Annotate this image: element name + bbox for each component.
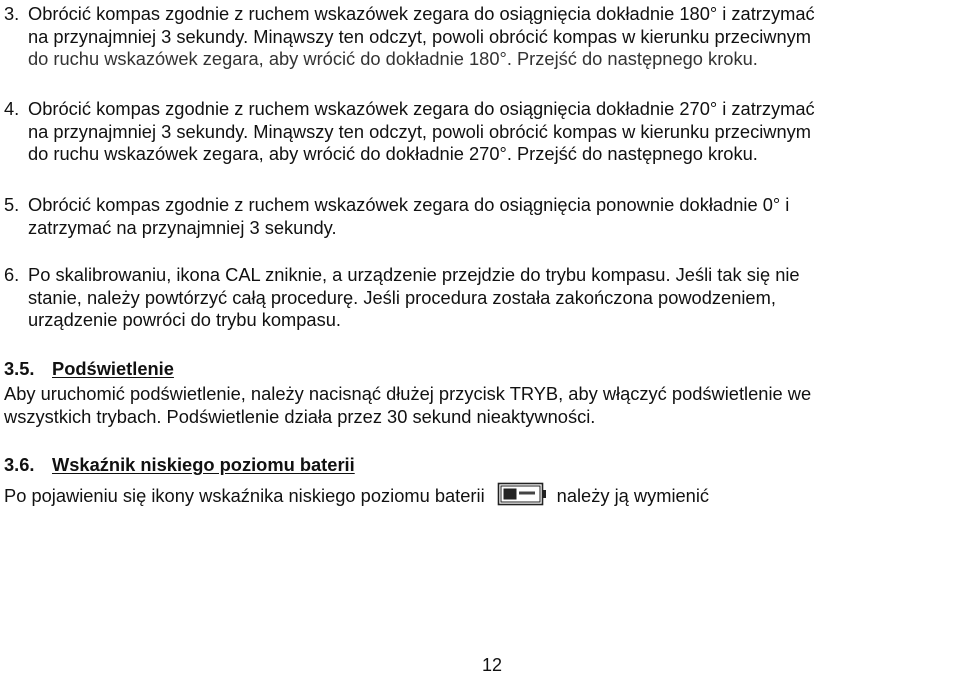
step-line: Obrócić kompas zgodnie z ruchem wskazówek zegara do osiągnięcia ponownie dokładnie 0° i	[28, 194, 790, 215]
low-battery-icon	[497, 482, 547, 514]
paragraph-line: Aby uruchomić podświetlenie, należy nacisnąć dłużej przycisk TRYB, aby włączyć podświetlenie we	[4, 383, 812, 404]
step-line: Obrócić kompas zgodnie z ruchem wskazówek zegara do osiągnięcia dokładnie 180° i zatrzymać	[28, 3, 815, 24]
step-3	[4, 3, 954, 71]
step-line: stanie, należy powtórzyć całą procedurę. Jeśli procedura została zakończona powodzeniem,	[28, 286, 776, 308]
step-line: na przynajmniej 3 sekundy. Minąwszy ten odczyt, powoli obrócić kompas w kierunku przeciwnym	[28, 25, 812, 47]
step-line: Obrócić kompas zgodnie z ruchem wskazówek zegara do osiągnięcia dokładnie 270° i zatrzymać	[28, 98, 815, 119]
section-heading-battery	[4, 454, 355, 477]
battery-paragraph	[4, 482, 709, 512]
step-line: do ruchu wskazówek zegara, aby wrócić do dokładnie 180°. Przejść do następnego kroku.	[28, 48, 758, 69]
step-line: Po skalibrowaniu, ikona CAL zniknie, a urządzenie przejdzie do trybu kompasu. Jeśli tak się nie	[28, 264, 800, 285]
backlight-paragraph	[4, 383, 956, 428]
step-line: zatrzymać na przynajmniej 3 sekundy.	[28, 216, 337, 238]
section-title: Podświetlenie	[52, 358, 174, 379]
section-number: 3.5.	[4, 358, 35, 379]
paragraph-text-after-icon: należy ją wymienić	[556, 485, 710, 506]
step-line: na przynajmniej 3 sekundy. Minąwszy ten odczyt, powoli obrócić kompas w kierunku przeciwnym	[28, 120, 812, 142]
step-6	[4, 264, 954, 332]
step-number: 3.	[4, 3, 20, 24]
section-title: Wskaźnik niskiego poziomu baterii	[52, 454, 355, 475]
step-number: 5.	[4, 194, 20, 215]
step-line: urządzenie powróci do trybu kompasu.	[28, 309, 341, 330]
paragraph-text-before-icon: Po pojawieniu się ikony wskaźnika niskiego poziomu baterii	[4, 485, 485, 506]
paragraph-line: wszystkich trybach. Podświetlenie działa przez 30 sekund nieaktywności.	[4, 405, 596, 427]
section-number: 3.6.	[4, 454, 35, 475]
page-number-text: 12	[481, 655, 503, 675]
step-4	[4, 98, 954, 166]
step-number: 6.	[4, 264, 20, 285]
section-heading-backlight	[4, 358, 174, 381]
step-line: do ruchu wskazówek zegara, aby wrócić do dokładnie 270°. Przejść do następnego kroku.	[28, 143, 758, 164]
page-number	[0, 654, 960, 677]
step-number: 4.	[4, 98, 20, 119]
step-5	[4, 194, 954, 239]
